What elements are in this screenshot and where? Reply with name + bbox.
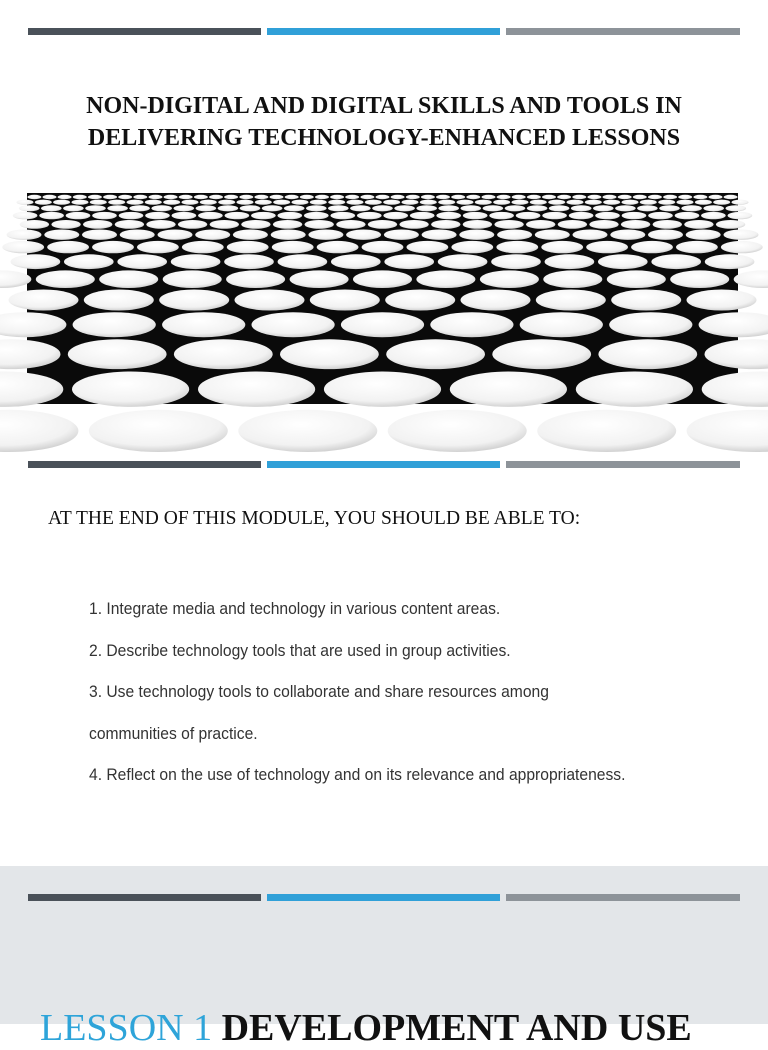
- disc: [548, 200, 565, 205]
- disc: [224, 195, 238, 199]
- disc: [430, 312, 513, 337]
- disc: [11, 254, 61, 269]
- disc: [182, 200, 199, 205]
- disc: [129, 205, 150, 211]
- disc: [172, 212, 197, 219]
- disc: [633, 195, 647, 199]
- disc: [195, 230, 230, 240]
- disc: [734, 270, 768, 288]
- disc: [557, 195, 571, 199]
- disc: [83, 220, 112, 229]
- disc: [252, 312, 335, 337]
- disc: [362, 241, 404, 253]
- disc: [240, 205, 261, 211]
- disc: [278, 212, 303, 219]
- disc: [684, 220, 713, 229]
- disc: [41, 205, 62, 211]
- disc: [226, 270, 285, 288]
- disc: [681, 205, 702, 211]
- disc: [527, 195, 541, 199]
- disc: [39, 212, 64, 219]
- disc: [695, 200, 712, 205]
- disc: [438, 200, 455, 205]
- disc: [73, 312, 156, 337]
- disc: [254, 195, 268, 199]
- disc: [163, 270, 222, 288]
- disc: [292, 200, 309, 205]
- disc: [198, 212, 223, 219]
- disc: [115, 220, 144, 229]
- disc: [51, 220, 80, 229]
- disc: [593, 205, 614, 211]
- disc: [198, 372, 315, 407]
- disc: [368, 220, 397, 229]
- disc: [526, 220, 555, 229]
- disc: [543, 270, 602, 288]
- disc: [545, 254, 595, 269]
- disc: [416, 205, 437, 211]
- disc: [146, 220, 175, 229]
- disc: [457, 200, 474, 205]
- disc: [179, 195, 193, 199]
- disc: [9, 290, 79, 311]
- disc: [58, 195, 72, 199]
- disc: [0, 312, 66, 337]
- disc: [607, 270, 666, 288]
- disc: [47, 241, 89, 253]
- disc: [573, 230, 608, 240]
- disc: [271, 230, 306, 240]
- accent-bar-gray: [506, 461, 740, 468]
- disc: [317, 241, 359, 253]
- disc: [35, 200, 52, 205]
- disc: [90, 200, 107, 205]
- disc: [406, 195, 420, 199]
- disc: [621, 220, 650, 229]
- objectives-heading: AT THE END OF THIS MODULE, YOU SHOULD BE ABLE TO:: [48, 508, 580, 530]
- disc: [483, 205, 504, 211]
- disc: [103, 195, 117, 199]
- disc: [520, 312, 603, 337]
- disc: [200, 200, 217, 205]
- disc: [174, 205, 195, 211]
- disc: [357, 212, 382, 219]
- disc: [372, 205, 393, 211]
- disc: [162, 312, 245, 337]
- accent-bars: [28, 894, 740, 902]
- disc: [300, 195, 314, 199]
- disc: [576, 372, 693, 407]
- disc: [209, 195, 223, 199]
- accent-bar-blue: [267, 28, 500, 35]
- disc: [640, 200, 657, 205]
- disc: [44, 230, 79, 240]
- disc: [149, 195, 163, 199]
- disc: [678, 195, 692, 199]
- disc: [385, 290, 455, 311]
- disc: [306, 205, 327, 211]
- disc: [17, 200, 34, 205]
- disc: [399, 220, 428, 229]
- disc: [133, 195, 147, 199]
- disc: [285, 195, 299, 199]
- disc: [145, 200, 162, 205]
- disc: [237, 200, 254, 205]
- disc: [724, 230, 759, 240]
- disc: [705, 339, 768, 369]
- disc: [631, 241, 673, 253]
- disc: [272, 241, 314, 253]
- disc: [670, 270, 729, 288]
- disc: [527, 205, 548, 211]
- disc: [117, 254, 167, 269]
- disc: [108, 200, 125, 205]
- disc: [251, 212, 276, 219]
- disc: [64, 254, 114, 269]
- disc: [615, 205, 636, 211]
- lesson-name: DEVELOPMENT AND USE: [222, 1007, 692, 1049]
- title-slide: [0, 0, 768, 440]
- disc: [451, 195, 465, 199]
- disc: [227, 241, 269, 253]
- disc: [611, 290, 681, 311]
- disc: [255, 200, 272, 205]
- disc: [137, 241, 179, 253]
- disc: [637, 205, 658, 211]
- disc: [178, 220, 207, 229]
- disc: [567, 200, 584, 205]
- disc: [107, 205, 128, 211]
- disc: [394, 205, 415, 211]
- disc: [2, 241, 44, 253]
- disc: [585, 200, 602, 205]
- disc: [705, 254, 755, 269]
- disc: [512, 195, 526, 199]
- disc: [171, 254, 221, 269]
- disc: [659, 205, 680, 211]
- disc: [164, 195, 178, 199]
- disc: [72, 372, 189, 407]
- disc: [365, 200, 382, 205]
- disc: [701, 212, 726, 219]
- accent-bar-dark: [28, 461, 261, 468]
- disc: [416, 270, 475, 288]
- disc: [68, 339, 167, 369]
- disc: [622, 200, 639, 205]
- disc: [174, 339, 273, 369]
- disc: [491, 254, 541, 269]
- disc: [571, 205, 592, 211]
- disc: [92, 241, 134, 253]
- disc: [536, 290, 606, 311]
- disc: [270, 195, 284, 199]
- disc: [328, 205, 349, 211]
- accent-bar-gray: [506, 894, 740, 901]
- disc: [422, 230, 457, 240]
- lesson-slide: [0, 866, 768, 1024]
- disc: [27, 195, 41, 199]
- disc: [7, 230, 42, 240]
- disc: [210, 220, 239, 229]
- disc: [310, 200, 327, 205]
- disc: [505, 205, 526, 211]
- disc: [0, 339, 61, 369]
- disc: [280, 339, 379, 369]
- disc: [438, 254, 488, 269]
- disc: [196, 205, 217, 211]
- disc: [376, 195, 390, 199]
- objectives-list: [89, 588, 672, 796]
- disc: [233, 230, 268, 240]
- disc: [687, 290, 757, 311]
- objectives-slide: [0, 440, 768, 866]
- disc: [120, 230, 155, 240]
- disc: [127, 200, 144, 205]
- disc: [88, 195, 102, 199]
- accent-bar-blue: [267, 894, 500, 901]
- disc: [541, 241, 583, 253]
- disc: [651, 254, 701, 269]
- disc: [489, 212, 514, 219]
- disc: [676, 241, 718, 253]
- disc: [436, 195, 450, 199]
- disc: [431, 220, 460, 229]
- objective-item: 3. Use technology tools to collaborate and share resources among: [89, 671, 625, 713]
- disc: [36, 270, 95, 288]
- disc: [350, 205, 371, 211]
- disc: [345, 195, 359, 199]
- disc: [732, 200, 749, 205]
- disc: [693, 195, 707, 199]
- disc: [450, 372, 567, 407]
- disc: [542, 212, 567, 219]
- disc: [92, 212, 117, 219]
- disc: [675, 212, 700, 219]
- disc: [475, 200, 492, 205]
- disc: [99, 270, 158, 288]
- disc: [497, 230, 532, 240]
- disc: [145, 212, 170, 219]
- disc: [85, 205, 106, 211]
- disc: [724, 195, 738, 199]
- disc: [726, 205, 747, 211]
- disc: [262, 205, 283, 211]
- disc: [330, 195, 344, 199]
- disc: [716, 220, 745, 229]
- objective-item: 2. Describe technology tools that are used in group activities.: [89, 630, 625, 672]
- white-discs-pattern-icon: [27, 193, 738, 404]
- disc: [158, 230, 193, 240]
- disc: [721, 241, 763, 253]
- disc: [535, 230, 570, 240]
- disc: [494, 220, 523, 229]
- disc: [598, 254, 648, 269]
- disc: [493, 200, 510, 205]
- disc: [225, 212, 250, 219]
- disc: [622, 212, 647, 219]
- disc: [438, 205, 459, 211]
- disc: [482, 195, 496, 199]
- accent-bar-blue: [267, 461, 500, 468]
- disc: [686, 230, 721, 240]
- disc: [589, 220, 618, 229]
- disc: [310, 290, 380, 311]
- disc: [595, 212, 620, 219]
- disc: [421, 195, 435, 199]
- disc: [603, 195, 617, 199]
- disc: [0, 372, 63, 407]
- disc: [273, 220, 302, 229]
- disc: [728, 212, 753, 219]
- disc: [336, 220, 365, 229]
- disc: [239, 195, 253, 199]
- disc: [598, 339, 697, 369]
- disc: [648, 195, 662, 199]
- disc: [713, 200, 730, 205]
- disc: [278, 254, 328, 269]
- disc: [290, 270, 349, 288]
- disc: [43, 195, 57, 199]
- disc: [407, 241, 449, 253]
- objective-item: 4. Reflect on the use of technology and on its relevance and appropriateness.: [89, 754, 625, 796]
- disc: [241, 220, 270, 229]
- slide-title: [20, 90, 748, 154]
- disc: [512, 200, 529, 205]
- slide-title-line-2: DELIVERING TECHNOLOGY-ENHANCED LESSONS: [88, 125, 680, 151]
- disc: [461, 290, 531, 311]
- disc: [66, 212, 91, 219]
- disc: [549, 205, 570, 211]
- disc: [492, 339, 591, 369]
- disc: [235, 290, 305, 311]
- disc: [84, 290, 154, 311]
- disc: [572, 195, 586, 199]
- disc: [73, 195, 87, 199]
- disc: [305, 220, 334, 229]
- disc: [384, 254, 434, 269]
- disc: [709, 195, 723, 199]
- disc: [331, 212, 356, 219]
- disc: [402, 200, 419, 205]
- disc: [702, 372, 768, 407]
- objective-item: 1. Integrate media and technology in various content areas.: [89, 588, 625, 630]
- accent-bar-dark: [28, 894, 261, 901]
- disc: [663, 195, 677, 199]
- disc: [324, 372, 441, 407]
- disc: [19, 205, 40, 211]
- disc: [542, 195, 556, 199]
- disc: [603, 200, 620, 205]
- disc: [218, 205, 239, 211]
- disc: [20, 220, 49, 229]
- disc: [516, 212, 541, 219]
- disc: [451, 241, 493, 253]
- disc: [360, 195, 374, 199]
- disc: [218, 200, 235, 205]
- disc: [530, 200, 547, 205]
- disc: [587, 195, 601, 199]
- disc: [653, 220, 682, 229]
- disc: [677, 200, 694, 205]
- disc: [346, 230, 381, 240]
- disc: [703, 205, 724, 211]
- disc: [163, 200, 180, 205]
- disc: [699, 312, 768, 337]
- disc: [53, 200, 70, 205]
- disc: [463, 220, 492, 229]
- disc: [328, 200, 345, 205]
- disc: [480, 270, 539, 288]
- disc: [384, 230, 419, 240]
- slide-title-line-1: NON-DIGITAL AND DIGITAL SKILLS AND TOOLS IN: [86, 93, 682, 119]
- disc: [353, 270, 412, 288]
- lesson-title: [40, 1006, 692, 1050]
- disc: [410, 212, 435, 219]
- disc: [569, 212, 594, 219]
- disc: [119, 212, 144, 219]
- disc: [609, 312, 692, 337]
- discs-photo: [27, 193, 738, 404]
- disc: [72, 200, 89, 205]
- disc: [13, 212, 38, 219]
- disc: [304, 212, 329, 219]
- disc: [586, 241, 628, 253]
- disc: [648, 230, 683, 240]
- disc: [347, 200, 364, 205]
- disc: [159, 290, 229, 311]
- disc: [383, 212, 408, 219]
- disc: [497, 195, 511, 199]
- disc: [194, 195, 208, 199]
- disc: [420, 200, 437, 205]
- disc: [496, 241, 538, 253]
- disc: [151, 205, 172, 211]
- disc: [63, 205, 84, 211]
- disc: [463, 212, 488, 219]
- disc: [273, 200, 290, 205]
- disc: [383, 200, 400, 205]
- disc: [308, 230, 343, 240]
- accent-bars: [28, 461, 740, 469]
- accent-bar-dark: [28, 28, 261, 35]
- disc: [391, 195, 405, 199]
- disc: [610, 230, 645, 240]
- disc: [459, 230, 494, 240]
- disc: [436, 212, 461, 219]
- disc: [466, 195, 480, 199]
- accent-bars: [28, 28, 740, 36]
- objective-item: communities of practice.: [89, 713, 625, 755]
- disc: [224, 254, 274, 269]
- disc: [0, 270, 31, 288]
- disc: [461, 205, 482, 211]
- disc: [648, 212, 673, 219]
- disc: [386, 339, 485, 369]
- disc: [618, 195, 632, 199]
- disc: [118, 195, 132, 199]
- disc: [558, 220, 587, 229]
- disc: [658, 200, 675, 205]
- lesson-number: LESSON 1: [40, 1007, 212, 1049]
- disc: [315, 195, 329, 199]
- disc: [284, 205, 305, 211]
- disc: [331, 254, 381, 269]
- disc: [82, 230, 117, 240]
- disc: [341, 312, 424, 337]
- disc: [182, 241, 224, 253]
- accent-bar-gray: [506, 28, 740, 35]
